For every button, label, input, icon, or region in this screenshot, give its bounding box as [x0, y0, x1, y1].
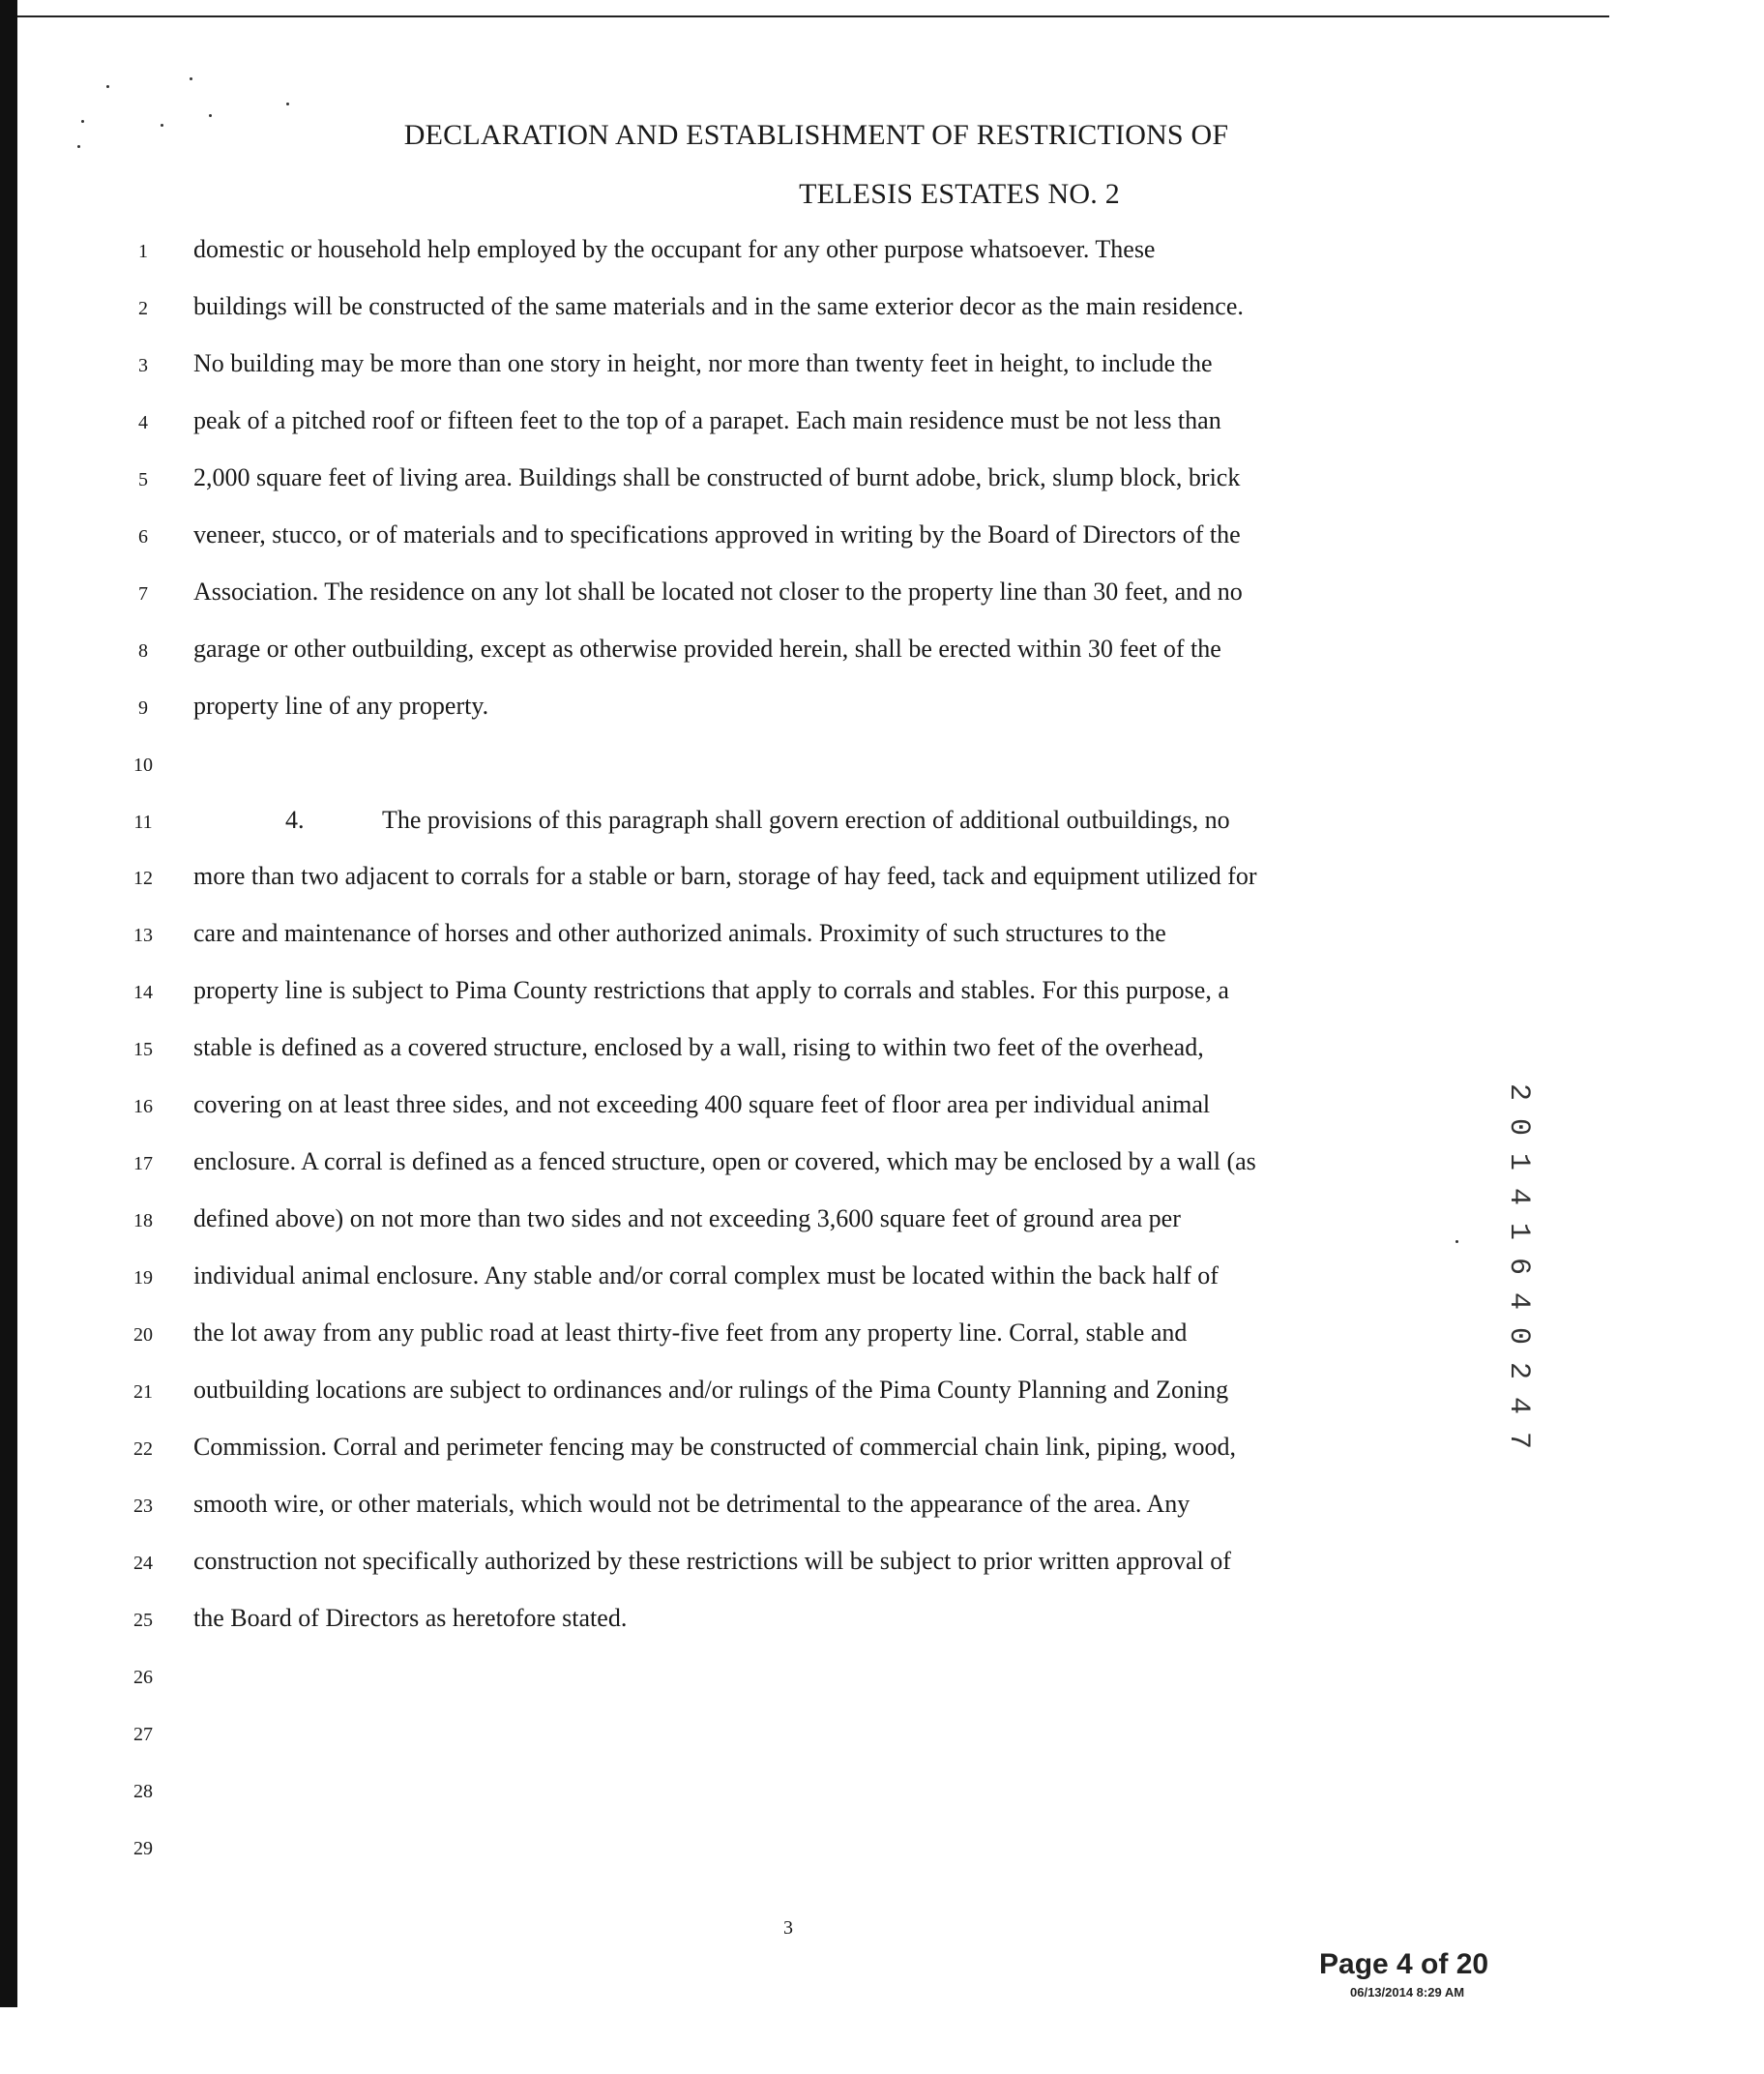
scan-left-edge: [0, 0, 17, 2007]
line-number: 11: [133, 811, 153, 833]
line-number: 9: [138, 696, 148, 719]
line-number: 20: [133, 1324, 153, 1347]
line-number: 28: [133, 1780, 153, 1802]
line-text: 2,000 square feet of living area. Buildings shall be constructed of burnt adobe, brick, slump block, brick: [193, 462, 1241, 491]
line-text: enclosure. A corral is defined as a fenced structure, open or covered, which may be enclosed by a wall (as: [193, 1147, 1256, 1176]
line-number: 16: [133, 1096, 153, 1118]
line-text: Association. The residence on any lot shall be located not closer to the property line than 30 feet, and no: [193, 577, 1243, 606]
line-number: 7: [138, 582, 148, 605]
recorder-page-label: Page 4 of 20: [1319, 1948, 1489, 1980]
line-number: 2: [138, 297, 148, 319]
line-number: 13: [133, 925, 153, 947]
page-number: 3: [783, 1917, 793, 1939]
line-text: more than two adjacent to corrals for a stable or barn, storage of hay feed, tack and equipment utilized for: [193, 862, 1257, 891]
paragraph-number: 4.: [285, 805, 305, 834]
line-number: 3: [138, 354, 148, 376]
line-number: 22: [133, 1437, 153, 1460]
line-number: 17: [133, 1153, 153, 1175]
line-number: 21: [133, 1381, 153, 1403]
recording-number-text: 20141640247: [1502, 1083, 1535, 1467]
line-text: covering on at least three sides, and not exceeding 400 square feet of floor area per individual animal: [193, 1090, 1211, 1119]
line-text: property line of any property.: [193, 691, 489, 720]
line-text: peak of a pitched roof or fifteen feet to the top of a parapet. Each main residence must be not less than: [193, 405, 1221, 434]
line-text: [193, 806, 1230, 835]
line-text: stable is defined as a covered structure, enclosed by a wall, rising to within two feet of the overhead,: [193, 1033, 1204, 1062]
line-text: the lot away from any public road at least thirty-five feet from any property line. Corral, stable and: [193, 1318, 1188, 1348]
line-text: the Board of Directors as heretofore stated.: [193, 1603, 628, 1632]
document-title-line-1: DECLARATION AND ESTABLISHMENT OF RESTRICTIONS OF: [403, 119, 1229, 151]
recording-number-stamp: [1485, 1083, 1535, 1780]
line-number: 25: [133, 1609, 153, 1631]
line-number: 15: [133, 1039, 153, 1061]
line-number: 19: [133, 1267, 153, 1289]
line-text: domestic or household help employed by the occupant for any other purpose whatsoever. These: [193, 235, 1156, 263]
paragraph-text: The provisions of this paragraph shall govern erection of additional outbuildings, no: [382, 805, 1230, 834]
line-number: 8: [138, 639, 148, 662]
line-number: 5: [138, 468, 148, 490]
line-number: 10: [133, 754, 153, 776]
line-text: veneer, stucco, or of materials and to specifications approved in writing by the Board of Directors of the: [193, 519, 1241, 548]
line-number: 18: [133, 1210, 153, 1232]
line-number: 29: [133, 1837, 153, 1859]
line-text: Commission. Corral and perimeter fencing may be constructed of commercial chain link, piping, wood,: [193, 1432, 1236, 1461]
line-number: 6: [138, 525, 148, 548]
document-title-line-2: TELESIS ESTATES NO. 2: [799, 178, 1120, 210]
line-text: defined above) on not more than two sides and not exceeding 3,600 square feet of ground area per: [193, 1204, 1181, 1233]
line-text: No building may be more than one story in height, nor more than twenty feet in height, to include the: [193, 348, 1213, 377]
line-number: 1: [138, 241, 148, 262]
line-text: smooth wire, or other materials, which would not be detrimental to the appearance of the area. Any: [193, 1489, 1191, 1518]
line-text: garage or other outbuilding, except as otherwise provided herein, shall be erected within 30 feet of the: [193, 634, 1221, 663]
line-number: 23: [133, 1495, 153, 1517]
line-number: 27: [133, 1723, 153, 1745]
line-text: property line is subject to Pima County restrictions that apply to corrals and stables. For this purpose, a: [193, 976, 1229, 1005]
top-rule: [17, 15, 1609, 17]
line-number: 12: [133, 868, 153, 890]
line-number: 4: [138, 411, 148, 433]
line-number: 14: [133, 982, 153, 1004]
line-text: care and maintenance of horses and other authorized animals. Proximity of such structures to the: [193, 919, 1166, 948]
line-text: buildings will be constructed of the same materials and in the same exterior decor as the main residence.: [193, 291, 1244, 320]
recorder-datetime: 06/13/2014 8:29 AM: [1350, 1985, 1465, 2000]
line-text: outbuilding locations are subject to ordinances and/or rulings of the Pima County Planning and Zoning: [193, 1376, 1229, 1404]
line-number: 26: [133, 1666, 153, 1688]
line-text: individual animal enclosure. Any stable and/or corral complex must be located within the back half of: [193, 1261, 1219, 1290]
line-text: construction not specifically authorized by these restrictions will be subject to prior written approval of: [193, 1546, 1231, 1575]
line-number: 24: [133, 1552, 153, 1574]
